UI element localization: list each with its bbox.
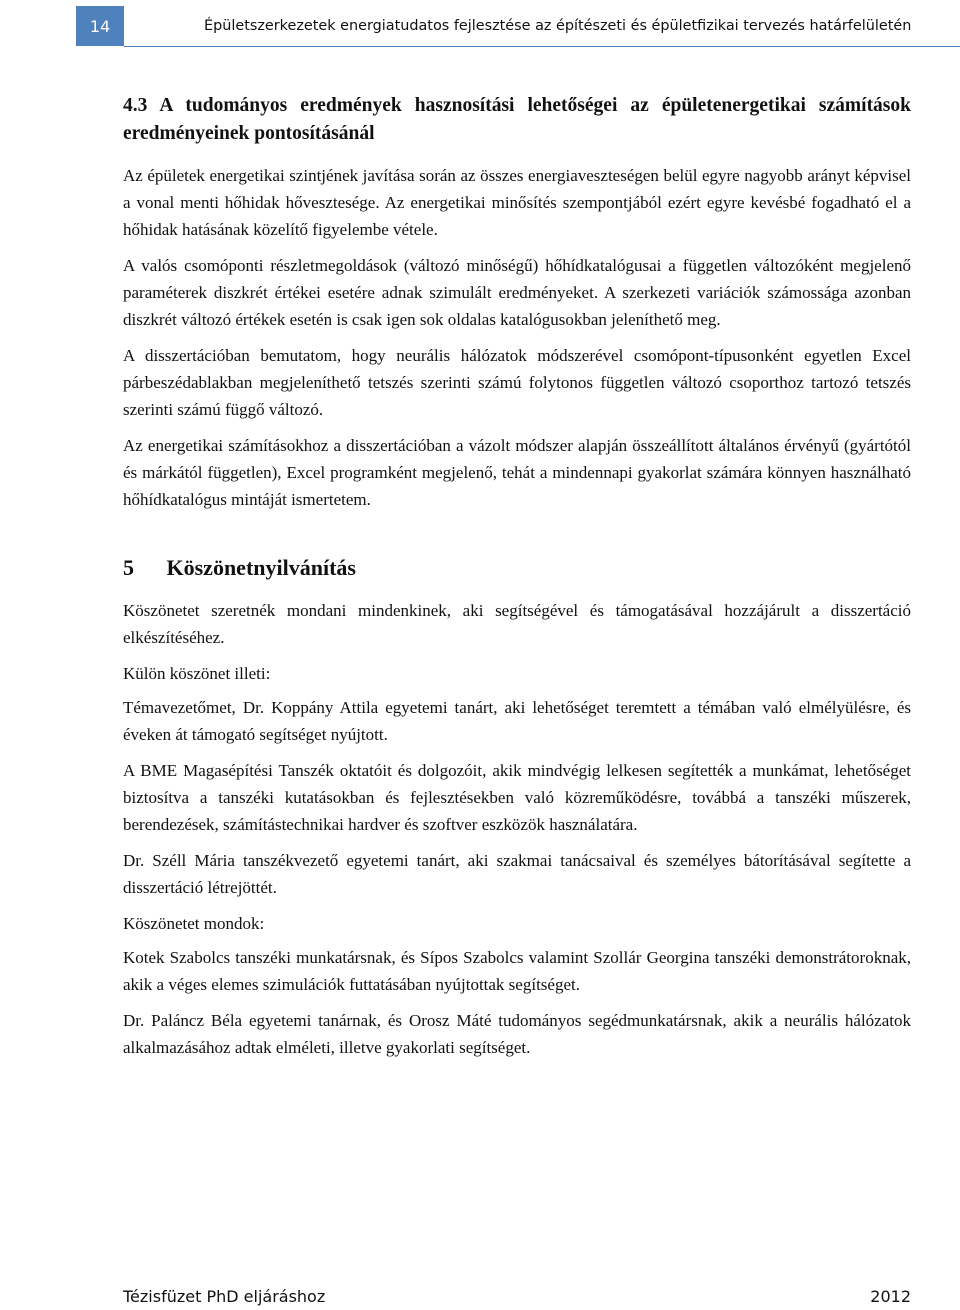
header-divider (124, 46, 960, 47)
paragraph: Köszönetet mondok: (123, 914, 265, 933)
subsection-number: 4.3 (123, 95, 148, 116)
footer-document-title: Tézisfüzet PhD eljáráshoz (123, 1287, 326, 1306)
section-title: Köszönetnyilvánítás (166, 555, 356, 580)
paragraph: Az energetikai számításokhoz a disszertációban a vázolt módszer alapján összeállított általános érvényű (gyártótól és márkától független), Excel programként megjelenő, tehát a mindennapi gyakorlat számára könnyen használható hőhídkatalógus mintáját ismertetem. (123, 436, 911, 509)
page-number-badge (76, 6, 124, 46)
paragraph: Az épületek energetikai szintjének javítása során az összes energiaveszteségen belül egyre nagyobb arányt képvisel a vonal menti hőhidak hővesztesége. Az energetikai minősítés szempontjából ezért egyre kevésbé fogadható el a hőhidak hatásának közelítő figyelembe vétele. (123, 166, 911, 239)
page-body (123, 92, 911, 1070)
paragraph: A disszertációban bemutatom, hogy neurális hálózatok módszerével csomópont-típusonként egyetlen Excel párbeszédablakban megjeleníthető tetszés szerinti számú folytonos független változó csoporthoz tartozó tetszés szerinti számú függő változó. (123, 346, 911, 419)
subsection-heading (123, 92, 911, 148)
paragraph: Dr. Paláncz Béla egyetemi tanárnak, és Orosz Máté tudományos segédmunkatársnak, akik a neurális hálózatok alkalmazásához adtak elméleti, illetve gyakorlati segítséget. (123, 1011, 911, 1057)
paragraph: Dr. Széll Mária tanszékvezető egyetemi tanárt, aki szakmai tanácsaival és személyes bátorításával segítette a disszertáció létrejöttét. (123, 851, 911, 897)
paragraph: A valós csomóponti részletmegoldások (változó minőségű) hőhídkatalógusai a független változóként megjelenő paraméterek diszkrét értékei esetére adnak szimulált eredményeket. A szerkezeti variációk számossága azonban diszkrét változó értékek esetén is csak igen sok oldalas katalógusokban jeleníthető meg. (123, 256, 911, 329)
subsection-title: A tudományos eredmények hasznosítási lehetőségei az épületenergetikai számítások eredményeinek pontosításánál (123, 95, 911, 144)
page-footer (123, 1284, 911, 1310)
paragraph: Kotek Szabolcs tanszéki munkatársnak, és Sípos Szabolcs valamint Szollár Georgina tanszéki demonstrátoroknak, akik a véges elemes szimulációk futtatásában nyújtottak segítséget. (123, 948, 911, 994)
section-heading (123, 553, 911, 583)
paragraph: Köszönetet szeretnék mondani mindenkinek, aki segítségével és támogatásával hozzájárult a disszertáció elkészítéséhez. (123, 601, 911, 647)
running-header-title: Épületszerkezetek energiatudatos fejlesztése az építészeti és épületfizikai tervezés határfelületén (204, 18, 912, 34)
paragraph: Témavezetőmet, Dr. Koppány Attila egyetemi tanárt, aki lehetőséget teremtett a témában való elmélyülésre, és éveken át támogató segítséget nyújtott. (123, 698, 911, 744)
section-number: 5 (123, 555, 134, 580)
paragraph: A BME Magasépítési Tanszék oktatóit és dolgozóit, akik mindvégig lelkesen segítették a munkámat, lehetőséget biztosítva a tanszéki kutatásokban és fejlesztésekben való közreműködésre, továbbá a tanszéki műszerek, berendezések, számítástechnikai hardver és szoftver eszközök használatára. (123, 761, 911, 834)
page-number: 14 (89, 16, 111, 36)
page-header (0, 6, 960, 46)
paragraph: Külön köszönet illeti: (123, 664, 271, 683)
footer-year: 2012 (870, 1287, 911, 1306)
